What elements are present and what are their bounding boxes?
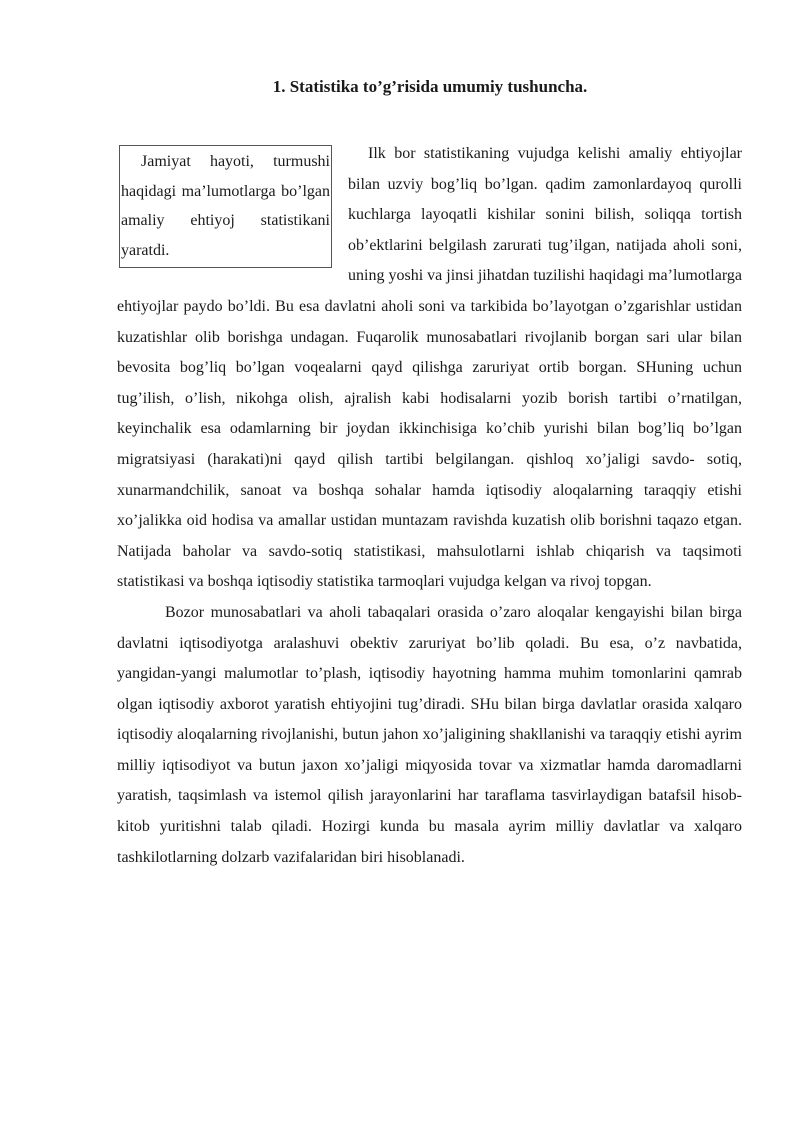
document-body xyxy=(117,139,742,873)
callout-box: Jamiyat hayoti, turmushi haqidagi ma’lumotlarga bo’lgan amaliy ehtiyoj statistikani yaratdi. xyxy=(119,145,332,268)
paragraph-2: Bozor munosabatlari va aholi tabaqalari orasida o’zaro aloqalar kengayishi bilan birga davlatni iqtisodiyotga aralashuvi obektiv zaruriyat bo’lib qoladi. Bu esa, o’z navbatida, yangidan-yangi malumotlar to’plash, iqtisodiy hayotning hamma muhim tomonlarini qamrab olgan iqtisodiy axborot yaratish ehtiyojini tug’diradi. SHu bilan birga davlatlar orasida xalqaro iqtisodiy aloqalarning rivojlanishi, butun jahon xo’jaligining shakllanishi va taraqqiy etishi ayrim milliy iqtisodiyot va butun jaxon xo’jaligi miqyosida tovar va xizmatlar hamda daromadlarni yaratish, taqsimlash va istemol qilish jarayonlarini har taraflama tasvirlaydigan batafsil hisob-kitob yuritishni talab qiladi. Hozirgi kunda bu masala ayrim milliy davlatlar va xalqaro tashkilotlarning dolzarb vazifalaridan biri hisoblanadi. xyxy=(117,603,742,866)
paragraph-1: Ilk bor statistikaning vujudga kelishi amaliy ehtiyojlar bilan uzviy bog’liq bo’lgan. qadim zamonlardayoq qurolli kuchlarga layoqatli kishilar sonini bilish, soliqqa tortish ob’ektlarini belgilash zarurati tug’ilgan, natijada aholi soni, uning yoshi va jinsi jihatdan tuzilishi haqidagi ma’lumotlarga ehtiyojlar paydo bo’ldi. Bu esa davlatni aholi soni va tarkibida bo’layotgan o’zgarishlar ustidan kuzatishlar olib borishga undagan. Fuqarolik munosabatlari rivojlanib borgan sari ular bilan bevosita bog’liq bo’lgan voqealarni qayd qilishga zaruriyat ortib borgan. SHuning uchun tug’ilish, o’lish, nikohga olish, ajralish kabi hodisalarni yozib borish tartibi o’rnatilgan, keyinchalik esa odamlarning bir joydan ikkinchisiga ko’chib yurishi bilan bog’liq bo’lgan migratsiyasi (harakati)ni qayd qilish tartibi belgilangan. qishloq xo’jaligi savdo- sotiq, xunarmandchilik, sanoat va boshqa sohalar hamda iqtisodiy aloqalarning taraqqiy etishi xo’jalikka oid hodisa va amallar ustidan muntazam ravishda kuzatish olib borishni taqazo etgan. Natijada baholar va savdo-sotiq statistikasi, mahsulotlarni ishlab chiqarish va taqsimoti statistikasi va boshqa iqtisodiy statistika tarmoqlari vujudga kelgan va rivoj topgan. xyxy=(117,145,742,591)
page-title: 1. Statistika to’g’risida umumiy tushuncha. xyxy=(272,77,588,96)
